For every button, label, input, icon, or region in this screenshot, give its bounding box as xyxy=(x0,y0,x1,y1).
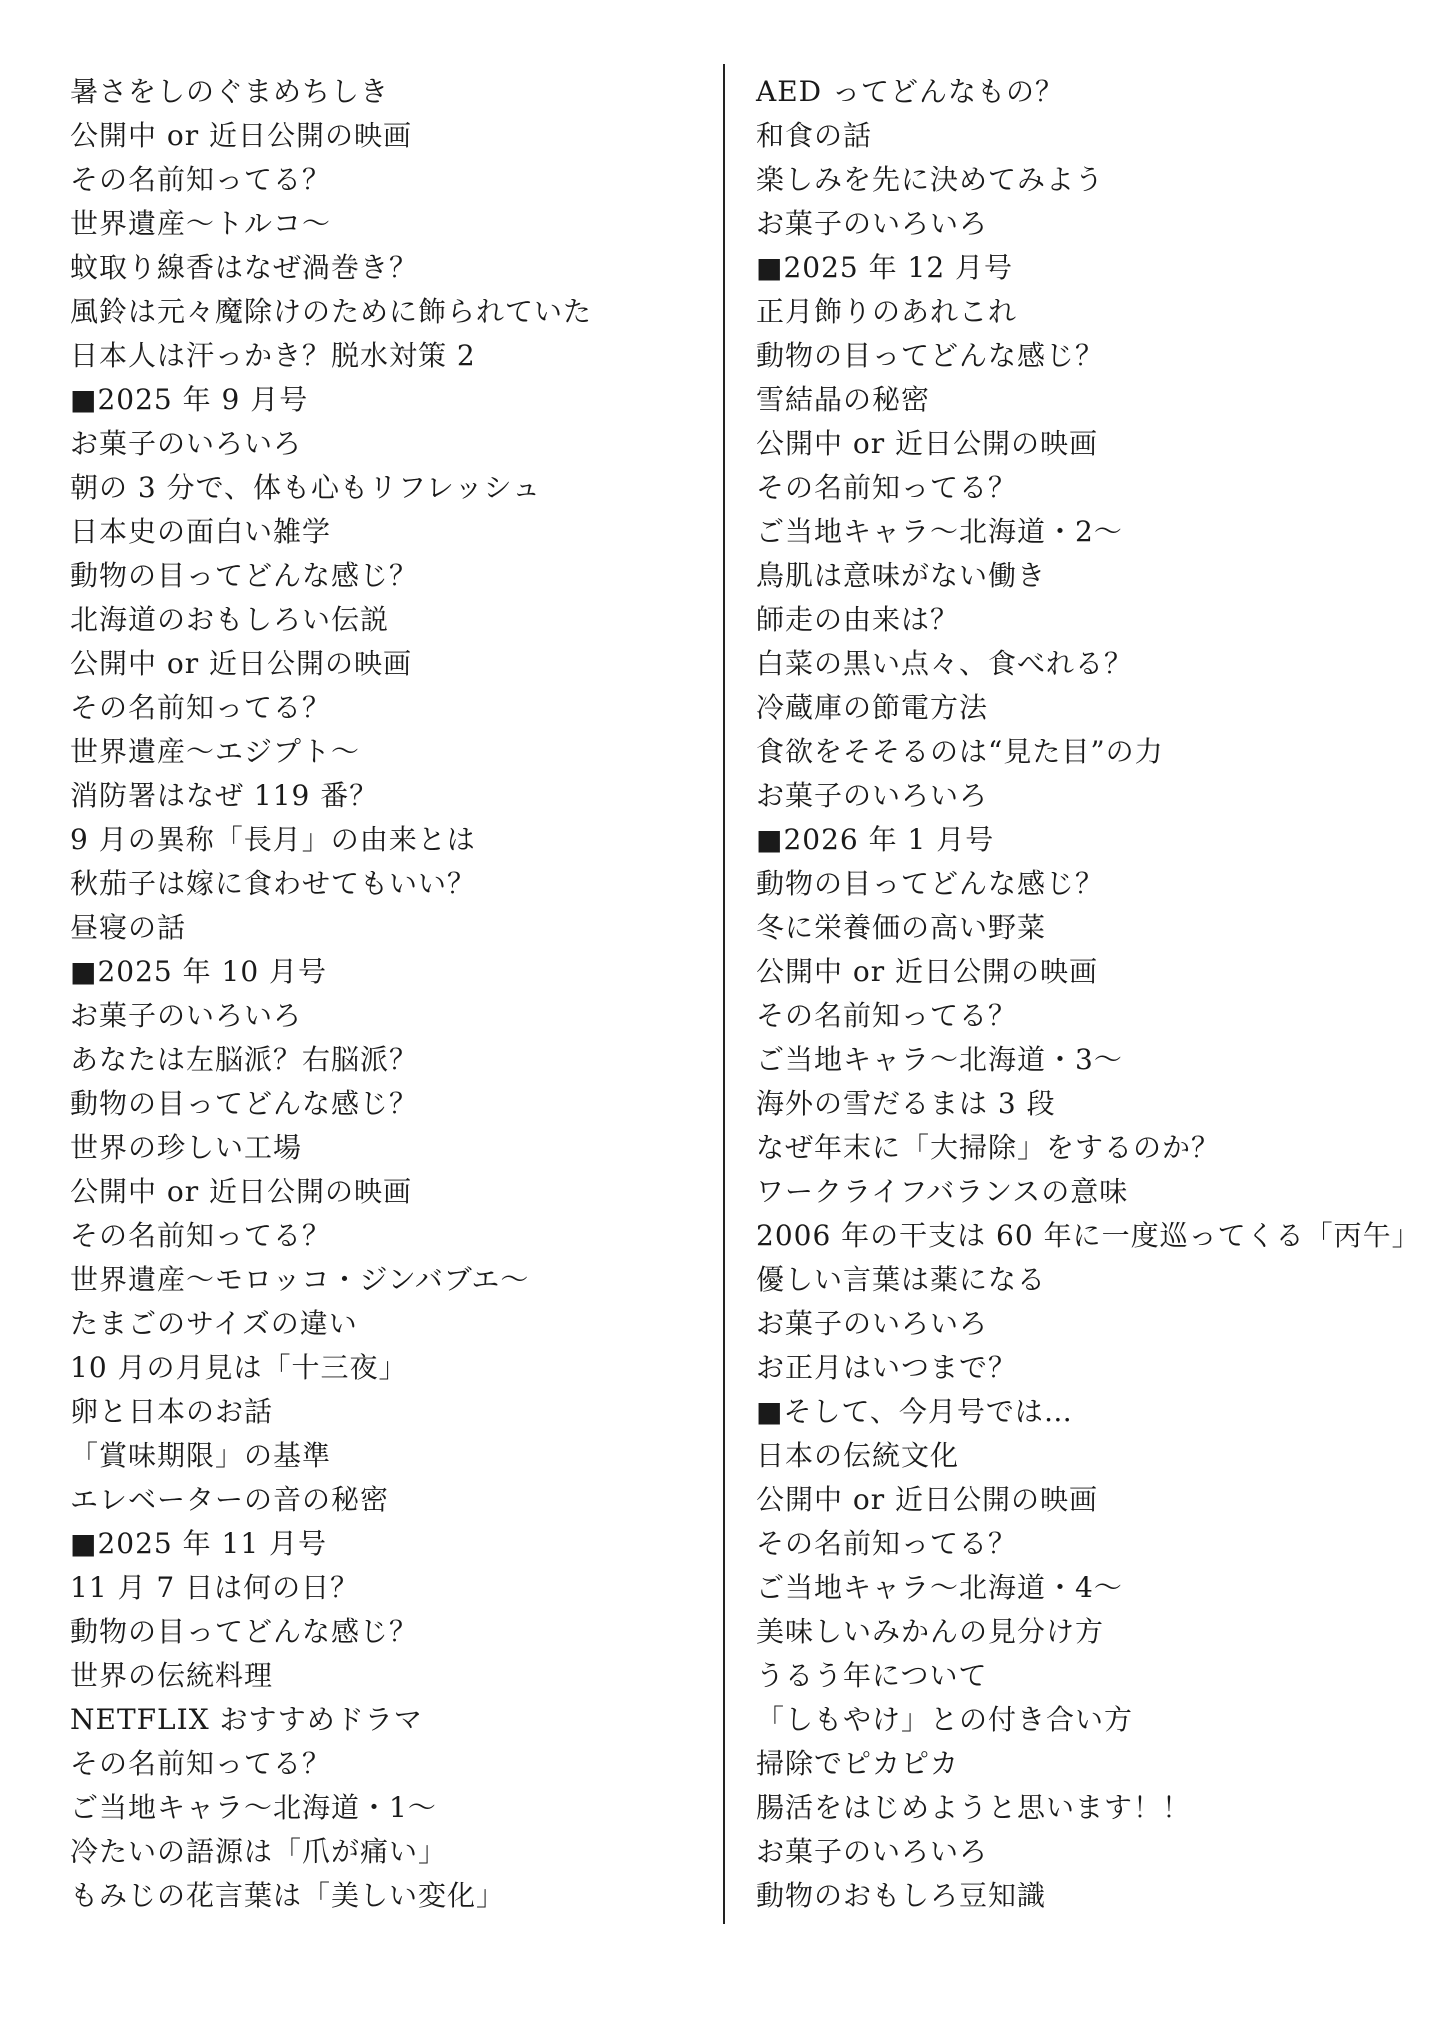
list-item: 動物の目ってどんな感じ？ xyxy=(756,867,1105,900)
list-item: その名前知ってる？ xyxy=(756,1527,1018,1560)
list-item: 動物の目ってどんな感じ？ xyxy=(70,559,419,592)
list-item: 楽しみを先に決めてみよう xyxy=(756,163,1105,196)
column-divider xyxy=(723,64,725,1924)
list-item: AED ってどんなもの？ xyxy=(756,75,1065,108)
list-item: 「賞味期限」の基準 xyxy=(70,1439,332,1472)
list-item: その名前知ってる？ xyxy=(70,1747,332,1780)
list-item: お菓子のいろいろ xyxy=(756,1307,989,1340)
list-item: 雪結晶の秘密 xyxy=(756,383,931,416)
list-item: お菓子のいろいろ xyxy=(70,999,303,1032)
list-item: ご当地キャラ～北海道・4～ xyxy=(756,1571,1123,1604)
list-item: 公開中 or 近日公開の映画 xyxy=(756,427,1099,460)
list-item: 白菜の黒い点々、食べれる？ xyxy=(756,647,1134,680)
list-item: ご当地キャラ～北海道・1～ xyxy=(70,1791,437,1824)
list-item: 動物の目ってどんな感じ？ xyxy=(70,1087,419,1120)
list-item: 正月飾りのあれこれ xyxy=(756,295,1018,328)
list-item: 冷蔵庫の節電方法 xyxy=(756,691,989,724)
list-item: その名前知ってる？ xyxy=(70,1219,332,1252)
list-item: お正月はいつまで？ xyxy=(756,1351,1018,1384)
list-item: 世界遺産～エジプト～ xyxy=(70,735,361,768)
list-item: 日本の伝統文化 xyxy=(756,1439,960,1472)
list-item: 公開中 or 近日公開の映画 xyxy=(70,647,413,680)
list-item: お菓子のいろいろ xyxy=(756,779,989,812)
issue-heading: ■そして、今月号では… xyxy=(756,1395,1073,1428)
list-item: エレベーターの音の秘密 xyxy=(70,1483,390,1516)
list-item: 美味しいみかんの見分け方 xyxy=(756,1615,1105,1648)
list-item: 昼寝の話 xyxy=(70,911,187,944)
list-item: 公開中 or 近日公開の映画 xyxy=(70,1175,413,1208)
list-item: 朝の 3 分で、体も心もリフレッシュ xyxy=(70,471,542,504)
list-item: 11 月 7 日は何の日？ xyxy=(70,1571,360,1604)
list-item: 世界の伝統料理 xyxy=(70,1659,274,1692)
list-item: その名前知ってる？ xyxy=(70,691,332,724)
list-item: もみじの花言葉は「美しい変化」 xyxy=(70,1879,506,1912)
issue-heading: ■2025 年 10 月号 xyxy=(70,955,328,988)
issue-heading: ■2025 年 9 月号 xyxy=(70,383,309,416)
left-column-list xyxy=(70,70,710,1918)
list-item: 動物のおもしろ豆知識 xyxy=(756,1879,1047,1912)
list-item: 卵と日本のお話 xyxy=(70,1395,274,1428)
list-item: なぜ年末に「大掃除」をするのか？ xyxy=(756,1131,1221,1164)
list-item: 公開中 or 近日公開の映画 xyxy=(756,1483,1099,1516)
list-item: 食欲をそそるのは“見た目”の力 xyxy=(756,735,1164,768)
list-item: その名前知ってる？ xyxy=(756,999,1018,1032)
list-item: 日本史の面白い雑学 xyxy=(70,515,332,548)
list-item: 蚊取り線香はなぜ渦巻き？ xyxy=(70,251,419,284)
list-item: 日本人は汗っかき？脱水対策 2 xyxy=(70,339,476,372)
list-item: 風鈴は元々魔除けのために飾られていた xyxy=(70,295,593,328)
list-item: 動物の目ってどんな感じ？ xyxy=(70,1615,419,1648)
list-item: ワークライフバランスの意味 xyxy=(756,1175,1129,1208)
list-item: 冷たいの語源は「爪が痛い」 xyxy=(70,1835,448,1868)
issue-heading: ■2025 年 12 月号 xyxy=(756,251,1014,284)
list-item: うるう年について xyxy=(756,1659,988,1692)
list-item: 師走の由来は？ xyxy=(756,603,960,636)
list-item: 公開中 or 近日公開の映画 xyxy=(756,955,1099,988)
list-item: 動物の目ってどんな感じ？ xyxy=(756,339,1105,372)
list-item: 冬に栄養価の高い野菜 xyxy=(756,911,1047,944)
issue-heading: ■2025 年 11 月号 xyxy=(70,1527,328,1560)
list-item: お菓子のいろいろ xyxy=(756,207,989,240)
issue-heading: ■2026 年 1 月号 xyxy=(756,823,995,856)
list-item: 暑さをしのぐまめちしき xyxy=(70,75,390,108)
list-item: NETFLIX おすすめドラマ xyxy=(70,1703,423,1736)
list-item: 「しもやけ」との付き合い方 xyxy=(756,1703,1134,1736)
list-item: 海外の雪だるまは 3 段 xyxy=(756,1087,1056,1120)
list-item: 北海道のおもしろい伝説 xyxy=(70,603,390,636)
list-item: 公開中 or 近日公開の映画 xyxy=(70,119,413,152)
list-item: 9 月の異称「長月」の由来とは xyxy=(70,823,476,856)
list-item: 腸活をはじめようと思います！！ xyxy=(756,1791,1192,1824)
list-item: 消防署はなぜ 119 番？ xyxy=(70,779,379,812)
right-column-list xyxy=(756,70,1421,1918)
list-item: その名前知ってる？ xyxy=(70,163,332,196)
list-item: ご当地キャラ～北海道・2～ xyxy=(756,515,1123,548)
list-item: お菓子のいろいろ xyxy=(756,1835,989,1868)
list-item: 和食の話 xyxy=(756,119,873,152)
list-item: 優しい言葉は薬になる xyxy=(756,1263,1047,1296)
list-item: あなたは左脳派？右脳派？ xyxy=(70,1043,419,1076)
list-item: 世界遺産～トルコ～ xyxy=(70,207,332,240)
list-item: 10 月の月見は「十三夜」 xyxy=(70,1351,408,1384)
list-item: ご当地キャラ～北海道・3～ xyxy=(756,1043,1123,1076)
list-item: 2006 年の干支は 60 年に一度巡ってくる「丙午」 xyxy=(756,1219,1421,1252)
list-item: その名前知ってる？ xyxy=(756,471,1018,504)
list-item: 秋茄子は嫁に食わせてもいい？ xyxy=(70,867,477,900)
list-item: たまごのサイズの違い xyxy=(70,1307,358,1340)
list-item: 世界遺産～モロッコ・ジンバブエ～ xyxy=(70,1263,530,1296)
list-item: 鳥肌は意味がない働き xyxy=(756,559,1047,592)
list-item: 世界の珍しい工場 xyxy=(70,1131,303,1164)
list-item: 掃除でピカピカ xyxy=(756,1747,960,1780)
list-item: お菓子のいろいろ xyxy=(70,427,303,460)
